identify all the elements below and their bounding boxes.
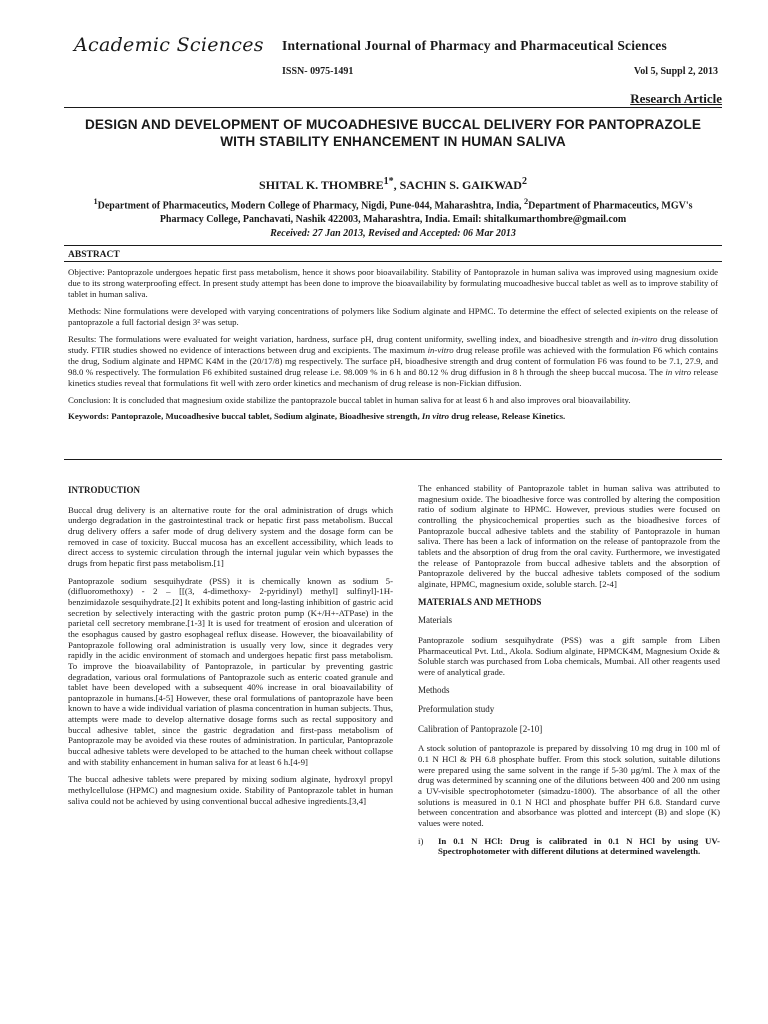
affiliation-text: Department of Pharmaceutics, MGV's — [528, 200, 693, 212]
paragraph: The enhanced stability of Pantoprazole tablet in human saliva was attributed to magnesium oxide. The bioadhesive force was controlled by altering the composition ratio of sodium alginate to HPMC. However, previous studies were focused on controlling the physicochemical properties such as the bioadhesive forces of Pantoprazole buccal adhesive tablets and the stability of Pantoprazole in human saliva. There has been a lack of information on the release of pantoprazole from the tablets and the absorption of drug from the oral cavity. Furthermore, we investigated the release of Pantoprazole from buccal adhesive tablets and the absorption of Pantoprazole delivered by the buccal adhesive tablets composed of the sodium alginate, HPMC, magnesium oxide, soluble starch. [2-4] — [418, 483, 720, 589]
affiliation-superscript: 1 — [93, 197, 98, 206]
list-item-number: i) — [418, 835, 424, 846]
paragraph: The buccal adhesive tablets were prepared by mixing sodium alginate, hydroxyl propyl methylcellulose (HPMC) and magnesium oxide. Stability of Pantoprazole tablet in human saliva could not be achieved by using conventional buccal adhesive ingredients.[3,4] — [68, 774, 393, 806]
left-column — [68, 483, 393, 813]
keywords-text: Keywords: Pantoprazole, Mucoadhesive buccal tablet, Sodium alginate, Bioadhesive strength, — [68, 411, 422, 422]
abstract-heading: ABSTRACT — [68, 250, 120, 260]
section-heading-materials-methods: MATERIALS AND METHODS — [418, 596, 542, 607]
volume-info: Vol 5, Suppl 2, 2013 — [633, 66, 718, 77]
abstract-bottom-rule — [64, 459, 722, 460]
author-superscript: 1* — [383, 176, 394, 187]
right-column — [418, 483, 720, 857]
list-item — [418, 836, 720, 857]
keywords-text: drug release, Release Kinetics. — [449, 411, 566, 422]
header-divider — [64, 107, 722, 108]
results-italic: in-vitro — [427, 344, 454, 355]
section-heading-introduction: INTRODUCTION — [68, 485, 141, 495]
journal-meta — [70, 66, 720, 82]
affiliation-line — [64, 195, 722, 213]
author-superscript: 2 — [521, 176, 527, 187]
abstract-heading-rule — [64, 261, 722, 262]
author-list — [64, 176, 722, 193]
results-text: Results: The formulations were evaluated for weight variation, hardness, surface pH, drug content uniformity, swelling index, and bioadhesive strength and — [68, 333, 632, 344]
paragraph: Pantoprazole sodium sesquihydrate (PSS) it is chemically known as sodium 5- (difluoromethoxy) - 2 – [[(3, 4-dimethoxy- 2-pyridinyl) methyl] sulfinyl]-1H-benzimidazole sesquihydrate.[2] It exhibits potent and long-lasting inhibition of gastric acid secretion by selectively interacting with the gastric proton pump (K+/H+-ATPase) in the parietal cell secretory membrane.[1-3] It is used for treatment of erosion and ulceration of the esophagus caused by gastro esophageal reflux disease. However, the bioavailability of Pantoprazole following oral administration is usually very low, since it degrades very rapidly in the acidic environment of stomach and undergoes hepatic first pass metabolism. To improve the bioavailability of Pantoprazole, in particular by preventing gastric degradation, various oral formulations of Pantoprazole such as enteric coated granule and tablet have been developed with a subsequent 40% increase in oral bioavailability of pantoprazole in humans.[4-5] However, these oral formulations of pantoprazole have been known to have a wide individual variation of plasma concentration in human subjects. Thus, attempts were made to develop alternative dosage forms such as rectal suppository and buccal adhesive tablet, since the gastric degradation and first-pass metabolism of Pantoprazole may be avoided via these routes of administration. In particular, Pantoprazole buccal adhesive tablets were developed to be attached to the human cheek without collapse and with stability enhancement in human saliva for at least 6 h.[4-9] — [68, 575, 394, 767]
subheading-preformulation: Preformulation study — [418, 704, 495, 715]
author-name: , SACHIN S. GAIKWAD — [393, 178, 522, 192]
affiliation-superscript: 2 — [523, 197, 529, 206]
abstract-conclusion: Conclusion: It is concluded that magnesium oxide stabilize the pantoprazole buccal tablet in human saliva for at least 6 h and also improves oral bioavailability. — [68, 394, 631, 405]
affiliation-line: Pharmacy College, Panchavati, Nashik 422003, Maharashtra, India. Email: shitalkumarthombre@gmail.com — [159, 213, 627, 225]
issn: ISSN- 0975-1491 — [282, 66, 354, 77]
results-text: release kinetics studies reveal that formulations fit well with zero order kinetics and mechanism of drug release is non-Fickian diffusion. — [68, 366, 718, 389]
paragraph: A stock solution of pantoprazole is prepared by dissolving 10 mg drug in 100 ml of 0.1 N HCl & PH 6.8 phosphate buffer. From this stock solution, suitable dilutions were prepared using the same solvent in the range if 5-30 µg/ml. The λ max of the drug was determined by scanning one of the dilutions between 400 and 200 nm using a UV-visible spectrophotometer (simadzu-1800). The absorbance of all the other solutions is measured in 0.1 N HCl and phosphate buffer PH 6.8. Standard curve between concentration and absorbance was plotted and intercept (B) and slope (K) values were noted. — [418, 743, 720, 829]
results-text: drug release profile was achieved with the formulation F6 which contains the drug, Sodium alginate and HPMC K4M in the (20/17/8) mg respectively. The surface pH, bioadhesive strength and drug content of formulation F6 was found to be 7.1, 27.9, and 98.0 % respectively. The formulation F6 exhibited sustained drug release i.e. 98.009 % in 6 h and 80.12 % drug diffusion in 8 h through the sheep buccal mucosa. The — [68, 344, 719, 377]
paragraph: Pantoprazole sodium sesquihydrate (PSS) was a gift sample from Liben Pharmaceutical Pvt. Ltd., Akola. Sodium alginate, HPMCK4M, Magnesium Oxide & Soluble starch was purchased from Loba chemicals, Mumbai. All other reagents used were of analytical grade. — [418, 634, 720, 677]
affiliation-text: Department of Pharmaceutics, Modern College of Pharmacy, Nigdi, Pune-044, Maharashtra, India, — [97, 200, 524, 212]
keywords-italic: In vitro — [421, 411, 450, 422]
abstract-results — [68, 334, 718, 389]
title-line: WITH STABILITY ENHANCEMENT IN HUMAN SALIVA — [220, 134, 566, 149]
received-dates: Received: 27 Jan 2013, Revised and Accepted: 06 Mar 2013 — [270, 228, 516, 239]
results-italic: in-vitro — [631, 333, 658, 344]
subheading-methods: Methods — [418, 684, 450, 695]
title-line: DESIGN AND DEVELOPMENT OF MUCOADHESIVE BUCCAL DELIVERY FOR PANTOPRAZOLE — [84, 117, 702, 132]
subheading-materials: Materials — [418, 615, 452, 626]
article-title — [64, 116, 722, 150]
abstract-top-rule — [64, 245, 722, 246]
results-italic: in vitro — [665, 366, 692, 377]
affiliations — [64, 195, 722, 226]
subheading-calibration: Calibration of Pantoprazole [2-10] — [418, 723, 543, 734]
journal-name: International Journal of Pharmacy and Pharmaceutical Sciences — [282, 38, 667, 53]
page-header — [70, 30, 720, 60]
abstract-methods: Methods: Nine formulations were developed with varying concentrations of polymers like Sodium alginate and HPMC. To determine the effect of selected exipients on the release of pantoprazole a full factorial design 3² was setup. — [68, 305, 718, 327]
article-type: Research Article — [630, 91, 722, 106]
paragraph: Buccal drug delivery is an alternative route for the oral administration of drugs which undergo degradation in the gastrointestinal track or hepatic first pass metabolism. Buccal drug delivery offers a safer mode of drug delivery system and the dosage form can be removed in case of toxicity. Buccal mucosa has an excellent accessibility, which leads to direct access to systemic circulation through the internal jugular vein which bypasses the drugs from hepatic first pass metabolism.[1] — [68, 504, 393, 568]
publisher-logo: Academic Sciences — [74, 34, 264, 56]
abstract-keywords — [68, 411, 718, 422]
list-item-text: In 0.1 N HCl: Drug is calibrated in 0.1 N HCl by using UV-Spectrophotometer with different dilutions at determined wavelength. — [438, 835, 720, 857]
abstract-objective: Objective: Pantoprazole undergoes hepatic first pass metabolism, hence it shows poor bioavailability. Stability of Pantoprazole in human saliva was improved using magnesium oxide due to its strong waterproofing effect. In present study attempt has been done to improve the bioavailability by formulating mucoadhesive buccal tablet as well as to improve stability of tablet in human saliva. — [68, 267, 718, 300]
abstract-body — [68, 267, 718, 428]
author-name: SHITAL K. THOMBRE — [259, 178, 384, 192]
results-text: drug dissolution study. FTIR studies showed no evidence of interactions between drug and excipients. The maximum — [68, 333, 718, 355]
